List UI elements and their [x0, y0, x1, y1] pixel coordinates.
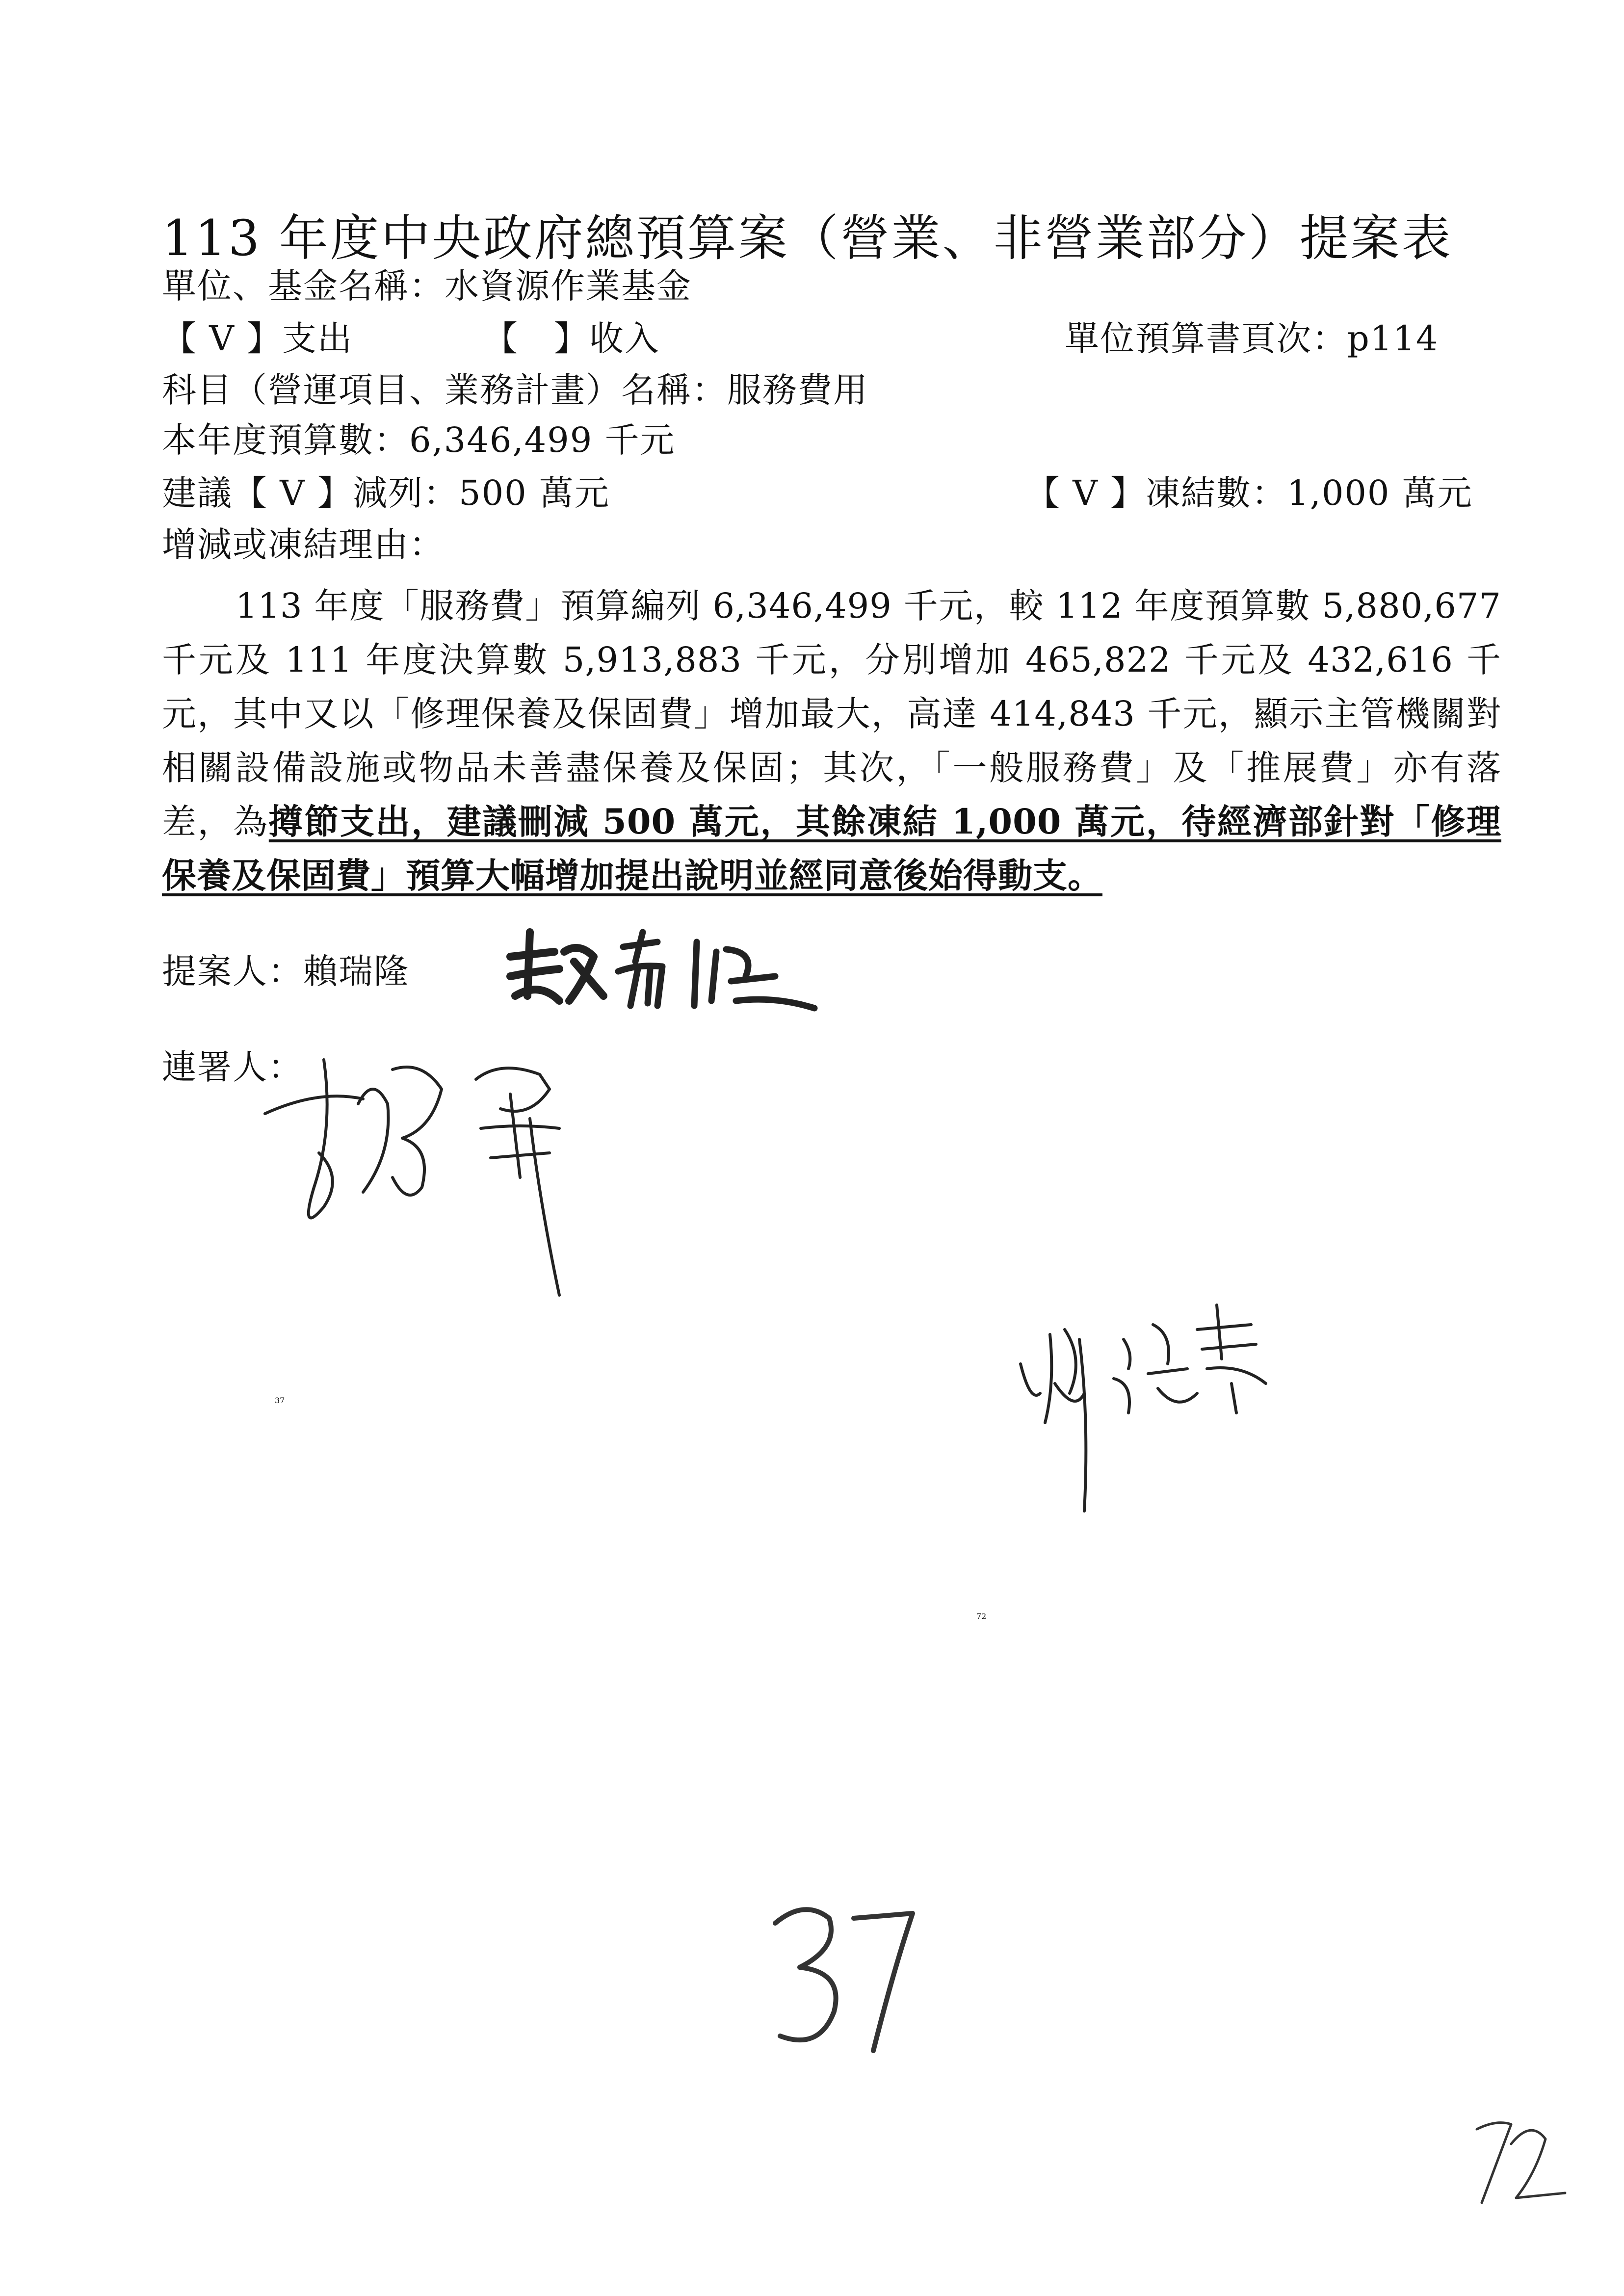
income-checkbox: 【 】收入: [483, 318, 660, 359]
budget-book-page: 單位預算書頁次：p114: [1065, 318, 1439, 359]
handwritten-number-text: 37: [275, 1396, 285, 1405]
reason-paragraph: [162, 579, 1501, 903]
handwritten-page-number: [275, 1396, 922, 2061]
cosigner-signature-1: [245, 1030, 662, 1305]
reduction-amount: 建議【 V 】減列：500 萬元: [162, 473, 610, 513]
proposer-signature: [500, 922, 844, 1020]
freeze-amount: 【 V 】凍結數：1,000 萬元: [1025, 473, 1473, 513]
annual-budget: 本年度預算數：6,346,499 千元: [162, 420, 676, 460]
reason-emphasis: 撙節支出，建議刪減 500 萬元，其餘凍結 1,000 萬元，待經濟部針對「修理保養及保固費」預算大幅增加提出說明並經同意後始得動支。: [162, 801, 1502, 896]
fund-name: 單位、基金名稱：水資源作業基金: [162, 266, 692, 306]
reason-label: 增減或凍結理由：: [162, 524, 445, 565]
corner-number-text: 72: [976, 1612, 987, 1621]
expense-checkbox: 【 V 】支出: [162, 318, 353, 359]
proposer: 提案人：賴瑞隆: [162, 951, 409, 991]
corner-page-number: [976, 1612, 1575, 2213]
page-title: 113 年度中央政府總預算案（營業、非營業部分）提案表: [162, 209, 1453, 267]
subject-name: 科目（營運項目、業務計畫）名稱：服務費用: [162, 370, 868, 410]
reason-text: 113 年度「服務費」預算編列 6,346,499 千元，較 112 年度預算數 5,880,677 千元及 111 年度決算數 5,913,883 千元，分別增加 465,822 千元及 432,616 千元，其中又以「修理保養及保固費」增加最大，高達 414,843 千元，顯示主管機關對相關設備設施或物品未善盡保養及保固；其次，「一般服務費」及「推展費」亦有落差，為: [162, 586, 1501, 842]
cosigner-signature-2: [1011, 1285, 1285, 1516]
cosigner-label: 連署人：: [162, 1047, 303, 1087]
